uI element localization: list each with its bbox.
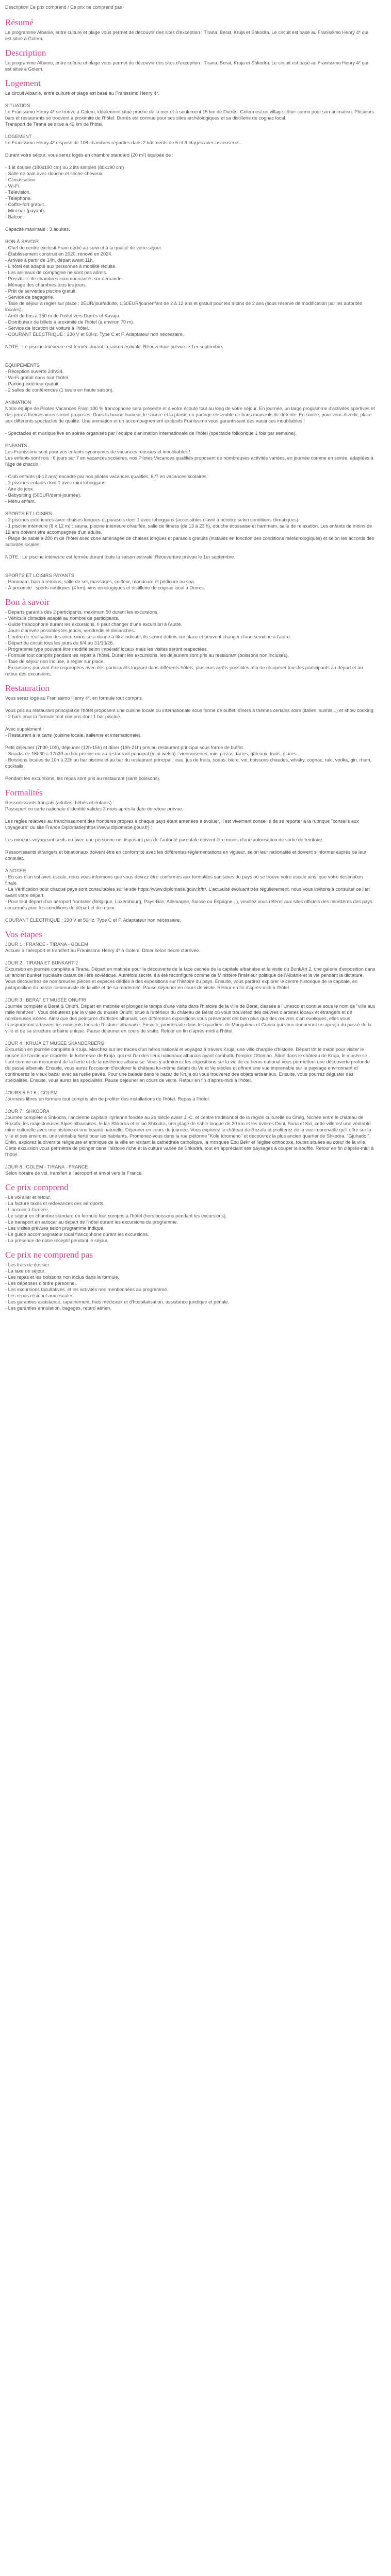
text-line [5, 393, 376, 399]
text-line [5, 1158, 376, 1164]
text-line: BON À SAVOIR [5, 239, 39, 244]
text-line: Journées libres en formule tout compris afin de profiter des installations de l'hôtel. Repas à l'hôtel. [5, 1096, 210, 1101]
text-line: - Établissement construit en 2020, rénové en 2024. [5, 251, 112, 257]
text-line: - Arrivée à partir de 14h, départ avant 11h. [5, 258, 94, 263]
text-line: - Le guide accompagnateur local francophone durant les excursions. [5, 1232, 149, 1237]
bonasavoir-title: Bon à savoir [5, 597, 50, 607]
text-line: - Réception ouverte 24h/24. [5, 369, 64, 374]
text-line: Ressortissants français (adultes, bébés et enfants) : [5, 800, 115, 805]
text-line: A NOTER [5, 868, 26, 873]
text-line: ENFANTS [5, 443, 27, 448]
text-line: - Le transport en autocar au départ de l'hôtel durant les excursions du programme. [5, 1219, 178, 1225]
text-line [5, 954, 376, 960]
text-line: - Les repas et les boissons non inclus dans la formule. [5, 1275, 120, 1280]
formalites-body [5, 800, 376, 923]
text-line: - Guide francophone durant les excursions. Il peut changer d'une excursion à l'autre. [5, 622, 183, 627]
text-line: - Départs garantis dès 2 participants, maximum 50 durant les excursions. [5, 609, 159, 615]
breadcrumb[interactable] [5, 4, 376, 10]
text-line: - La facturé taxes et redevances des aéroports. [5, 1201, 105, 1206]
text-line: - Excursions pouvant être regroupées avec des participants logeant dans différents hôtels, plusieurs arrêts possibles afin de récupérer tous les participants au départ et au retour des excursions. [5, 665, 364, 676]
vosetapes-title: Vos étapes [5, 929, 42, 939]
text-line: - L'hôtel est adapté aux personnes à mobilité réduite. [5, 264, 117, 269]
text-line: - L'ordre de réalisation des excursions sera donné à titre indicatif, ils seront définis sur place et peuvent changer d'une semaine à l'autre. [5, 634, 291, 639]
text-line [5, 146, 376, 152]
page [0, 0, 381, 1321]
text-line: NOTE : Le piscine intérieure est fermée durant la saison estivale. Réouverture prévue le 1er septembre. [5, 344, 223, 349]
text-line: Le circuit Albanie, entre culture et plage est basé au Franissimo Henry 4*. [5, 91, 160, 96]
restauration-title: Restauration [5, 683, 50, 693]
text-line: - La présence de notre réceptif pendant le séjour. [5, 1238, 109, 1243]
text-line: SITUATION [5, 103, 30, 108]
text-line [5, 1034, 376, 1040]
breadcrumb-links[interactable]: Description Ce prix comprend / Ce prix ne comprend pas [5, 5, 122, 10]
text-line [5, 738, 376, 744]
vosetapes-body [5, 941, 376, 1176]
text-line: Pendant les excursions, les repas sont pris au restaurant (sans boissons). [5, 776, 160, 781]
text-line: Selon horaire de vol, transfert à l'aéroport et envol vers la France. [5, 1171, 143, 1176]
description-title: Description [5, 48, 46, 58]
text-line: Les enfants sont rois : 6 jours sur 7 en vacances scolaires, nos Pilotes Vacances qualifiés proposent de nombreuses activités variées, en journée comme en soirée, adaptées à l'âge de chacun. [5, 455, 375, 467]
text-line: - Babysitting (50EUR/demi-journée). [5, 493, 82, 498]
text-line: - Club enfants (4-12 ans) encadré par nos pilotes vacances qualifiés, 6j/7 en vacances scolaires. [5, 474, 208, 479]
text-line: - Taxe de séjour non incluse, à régler sur place. [5, 659, 105, 664]
text-line: - Hammam, bain à remous, salle de sel, massages, coiffeur, manucure et pédicure au spa. [5, 579, 196, 584]
neprix-body [5, 1262, 376, 1311]
text-line [5, 504, 376, 511]
text-line: Excursion en journée complète à Kruja. Marchez sur les traces d'un héros national et voyagez à travers Kruja, une ville chargée d'histoire. Départ tôt le matin pour visiter le musée de l'ancienne citadelle, la forteresse de Kruja, qui est l'un des lieux nationaux albanais ayant combattu l'empire Ottoman. Situé dans le château de Kruja, le musée se tient comme un monument de la fierté et de la résilience albanaise. Vous y admirerez les expositions sur la vie de ce héros national vous permettent une découverte profonde du passé albanais. Ensuite, vous aurez l'occasion d'explorer le château lui-même datant du Ve et Ve siècles et offrant une vue imprenable sur le paysage environnant et continuerez le vieux bazar avec sa ruelle pavée. Pour une balade dans le bazar de Kruja où vous trouverez des objets artisanaux, Ensuite, vous pourrez déguster des spécialités. Ensuite, vous aurez les spécialités. Pause déjeuner en cours de visite. Retour en fin d'après-midi à l'hôtel. [5, 1047, 371, 1083]
text-line: - Parking extérieur gratuit. [5, 381, 60, 386]
text-line [5, 350, 376, 356]
text-line [5, 220, 376, 226]
text-line: - 1 lit double (180x190 cm) ou 2 lits simples (80x190 cm) [5, 165, 124, 170]
text-line [5, 337, 376, 344]
text-line [5, 356, 376, 362]
text-line [5, 424, 376, 430]
text-line: - Snacks de 16h30 à 17h30 au bar piscine ou au restaurant principal (mini-welsh) : viennoiseries, mini pizzas, tartes, gâteaux, fruits, glaces... [5, 751, 301, 756]
text-line: Les Franissimo sont pour vos enfants synonymes de vacances réussies et inoubliables ! [5, 449, 191, 454]
resume-text: Le programme Albanie, entre culture et plage vous permet de découvrir des sites d'exception : Tirana, Berat, Kruja et Shkodra. Le circuit est basé au Franissimo Henry 4* qui est situé à Golem. [5, 30, 368, 41]
text-line [5, 560, 376, 566]
text-line: JOUR 3 : BERAT ET MUSÉE ONUFRI [5, 997, 87, 1003]
text-line: - Balcon. [5, 214, 24, 219]
text-line: Journée complète à Shkodra, l'ancienne capitale illyrienne fondée au 3e siècle avant J.-C. et centre traditionnel de la région culturelle du Ghég. Nichée entre le château de Rozafa, les majestueuses Alpes albanaises, le lac Shkodra et le lac Shkodra, une plage de sable longue de 20 km et les rivières Drini, Buna et Kiri, cette ville est une véritable mine culturelle avec une histoire et une beauté naturelle. Déjeuner en cours de journée. Vous explorez le château de Rozafa et profiterez de la vue imprenable qu'il offre sur la ville et ses environs, une véritable fierté pour les habitants. Promenez-vous dans la rue piétonne "Kole Idromeno" et découvrez la plus ancien quartier de Shkodra, "Gjuhadol". Enfin, explorez la diversité religieuse et ethnique de la ville en visitant la cathédrale catholique, la mosquée Ebu Bekr et l'église orthodoxe, toutes situées au cœur de la ville. Cette excursion vous permettra de plonger dans l'histoire riche et la culture variée de Shkodra, tout en appréciant ses paysages à couper le souffle. Retour en fin d'après-midi à l'hôtel. [5, 1115, 375, 1157]
text-line: - La Vérification pour chaque pays sont consultables sur le site https://www.diplomatie.gouv.fr/fr/. L'actualité évoluant très régulièrement, nous vous invitons à consulter ce lien avant votre départ. [5, 887, 371, 898]
text-line: - Télévision. [5, 190, 31, 195]
text-line: - Mini-bar (payant). [5, 208, 45, 213]
text-line: ANIMATION [5, 400, 31, 405]
text-line [5, 720, 376, 726]
text-line: - Jours d'arrivée possibles les jeudis, vendredis et dimanches. [5, 628, 135, 633]
text-line: - Salle de bain avec douche et sèche-cheveux. [5, 171, 104, 176]
restauration-body [5, 695, 376, 782]
text-line: - Service de location de voiture à l'hôtel. [5, 326, 89, 331]
text-line [5, 1102, 376, 1108]
text-line: Passeport ou carte nationale d'identité valides 3 mois après la date de retour prévue. [5, 806, 183, 811]
text-line: Vous pris au restaurant principal de l'hôtel proposent une cuisine locale ou internationale sous forme de buffet, dîners à thèmes certains soirs (italien, sushis...) et show cooking. [5, 708, 375, 713]
text-line: JOURS 5 ET 6 : GOLEM [5, 1090, 58, 1095]
text-line: - En cas d'un vol avec escale, nous vous informons que vous devrez être conformes aux formalités sanitaires du pays où se trouve votre escale ainsi que votre destination finale. [5, 874, 364, 886]
text-line: Capacité maximale : 3 adultes. [5, 227, 70, 232]
text-line: JOUR 7 : SHKODRA [5, 1109, 50, 1114]
text-line: - Arrêt de bus à 150 m de l'hôtel vers Durrës et Kavaja. [5, 313, 121, 318]
text-line: - COURANT ÉLECTRIQUE : 230 V et 50Hz. Type C et F. Adaptateur non nécessaire. [5, 332, 184, 337]
text-line: JOUR 1 : FRANCE - TIRANA - GOLEM [5, 942, 88, 947]
text-line: Le Franissimo Henry 4* dispose de 108 chambres réparties dans 2 bâtiments de 5 et 6 étages avec ascenseurs. [5, 140, 241, 145]
text-line: - Programme type pouvant être modifié selon impératif locaux mais les visites seront respectées. [5, 647, 208, 652]
text-line: Les règles relatives au franchissement des frontières propres à chaque pays étant amenées à évoluer, il est vivement conseillé de se reporter à la rubrique "conseils aux voyageurs" du site France Diplomatie(https://www.diplomatie.gouv.fr) : [5, 819, 361, 830]
text-line [5, 769, 376, 775]
text-line: Journée complète à Berat & Onufri. Départ en matinée et plongez le temps d'une visite dans l'histoire de la ville de Berat, classée à l'Unesco et connue sous le nom de "ville aux mille fenêtres". Vous débuterez par la visite du musée Onufri, situé à l'intérieur du château de Berat où vous trouverez des œuvres d'artistes locaux et étrangers et de nombreuses icônes. Ainsi que des peintures d'artistes albanais. Les différentes expositions vous présentent ont bien plus que des œuvres d'art exotiques, elles vous transporteront à travers les moments forts de l'histoire albanaise. Ensuite, promenade dans les quartiers de Mangalemi et Gorica qui vous donneront un aperçu du passé de la ville et de sa structure urbaine unique. Pause déjeuner en cours de visite. Retour en fin d'après-midi à l'hôtel. [5, 1004, 377, 1033]
text-line: - Possibilité de chambres communicantes sur demande. [5, 276, 123, 281]
text-line: - 2 piscines enfants dont 1 avec mini toboggans. [5, 480, 107, 485]
text-line [5, 861, 376, 868]
text-line: Ressortissants étrangers et binationaux doivent être en conformité avec les différentes réglementations en vigueur, selon leur nationalité et doivent s'informer auprès de leur consulat. [5, 850, 368, 861]
text-line: LOGEMENT [5, 134, 32, 139]
text-line: - 2 salles de conférences (1 seule en haute saison). [5, 387, 114, 393]
text-line: - Distributeur de billets à proximité de l'hôtel (à environ 70 m). [5, 319, 134, 325]
text-line: - Plage de sable à 280 m de l'hôtel avec zone aménagée de chaises longues et parasols gratuits (installés en fonction des conditions météorologiques) et selon les accords des autorités locales. [5, 536, 376, 547]
text-line [5, 158, 376, 164]
text-line: - Les excursions facultatives, et les activités non mentionnées au programme. [5, 1287, 169, 1292]
text-line [5, 566, 376, 572]
text-line: - Les garanties annulation, bagages, retard aérien. [5, 1306, 111, 1311]
text-line: - Formule tout compris pendant les repas à l'hôtel. Durant les excursions, les déjeuners sont pris au restaurant (boissons non incluses). [5, 653, 289, 658]
text-line: Durant votre séjour, vous serez logés en chambre standard (20 m²) équipée de : [5, 152, 174, 158]
description-text: Le programme Albanie, entre culture et plage vous permet de découvrir des sites d'exception : Tirana, Berat, Kruja et Shkodra. Le circuit est basé au Franissimo Henry 4* qui est situé à Golem. [5, 60, 368, 72]
text-line: - Départ du circuit tous les jours du 6/4 au 31/10/26. [5, 640, 114, 646]
text-line: - Taxe de séjour à régler sur place : 2EUR/jour/adulte, 1,50EUR/jour/enfant de 2 à 12 ans et gratuit pour les moins de 2 ans (sous réserve de modification par les autorités locales). [5, 301, 364, 312]
text-line: - 2 piscines extérieures avec chaises longues et parasols dont 1 avec toboggans (accessibles d'avril à octobre selon conditions climatiques). [5, 517, 300, 522]
text-line: - Les frais de dossier. [5, 1262, 51, 1267]
text-line: - Restaurant à la carte (cuisine locale, italienne et internationale). [5, 733, 142, 738]
text-line [5, 701, 376, 707]
text-line: - Le séjour en chambre standard en formule tout compris à l'hôtel (hors boissons pendant les excursions). [5, 1213, 227, 1218]
text-line [5, 548, 376, 554]
text-line [5, 831, 376, 837]
logement-body [5, 90, 376, 591]
text-line: - À proximité : sports nautiques (4 km), vins œnologiques et distillerie de cognac local à Durres. [5, 585, 205, 590]
text-line: Les mineurs voyageant seuls ou avec une personne ne disposant pas de l'autorité parentale doivent être munis d'une autorisation de sortie de territoire. [5, 837, 323, 842]
text-line: - Les garanties assistance, rapatriement, frais médicaux et d'hospitalisation, assistance juridique et pénale. [5, 1299, 230, 1304]
text-line: - L'accueil à l'arrivée. [5, 1207, 50, 1212]
bonasavoir-body [5, 609, 376, 677]
text-line: - Ménage des chambres tous les jours. [5, 282, 87, 287]
text-line: - Wi-Fi gratuit dans tout l'hôtel. [5, 375, 70, 380]
resume-title: Résumé [5, 18, 34, 27]
text-line: Le Franissimo Henry 4* se trouve à Golem, idéalement situé proche de la mer et à seulement 15 km de Durrës. Golem est un village côtier connu pour son animation. Plusieurs bars et restaurants se trouvent à proximité de l'hôtel. Durrës est connue pour ses sites archéologiques et sa distillerie de cognac local. [5, 109, 376, 121]
text-line: - Les animaux de compagnie ne sont pas admis. [5, 270, 107, 275]
text-line: - Prêt de serviettes piscine gratuit. [5, 289, 77, 294]
text-line: ÉQUIPEMENTS [5, 363, 40, 368]
text-line: - Aire de jeux. [5, 486, 35, 492]
text-line: - 1 piscine intérieure (8 x 12 m) : sauna, piscine intérieure chauffée, salle de fitness (de 13 à 23 h), douche écossaise et hammam, salle de relaxation. Les enfants de moins de 12 ans doivent être accompagnés d'un adulte. [5, 523, 373, 535]
text-line: - Pour tout départ d'un aéroport frontalier (Belgique, Luxembourg, Pays-Bas, Allemagne, Suisse ou Espagne...), veuillez vous référer aux sites officiels des ministères des pays concernés pour les conditions de départ et de retour. [5, 899, 373, 910]
text-line: Excursion en journée complète à Tirana. Départ en matinée pour la découverte de la face cachée de la capitale albanaise et la visite du BunkArt 2, une galerie d'exposition dans un ancien bunker nucléaire datant de l'ère soviétique. Autrefois secret, il a été reconfiguré comme de Ministère l'intérieur politique de l'Albanie et la vie pendant la dictature. Vous découvrirez de nombreuses pièces et espaces dédiés à des expositions sur l'histoire du pays. Ensuite, vous partirez explorer le centre historique de la capitale, en juxtaposition du passé communiste de la ville et de sa modernité. Pause déjeuner en cours de visite. Retour en fin d'après-midi à l'hôtel. [5, 967, 377, 990]
ceprix-title: Ce prix comprend [5, 1182, 69, 1192]
text-line: JOUR 8 : GOLEM - TIRANA - FRANCE [5, 1164, 88, 1170]
text-line: - Les dépenses d'ordre personnel. [5, 1281, 77, 1286]
text-line [5, 911, 376, 917]
text-line: - Chef de centre exclusif Fram dédié au suivi et à la qualité de votre séjour. [5, 245, 162, 250]
text-line: NOTE : Le piscine intérieure est fermée durant toute la saison estivale. Réouverture prévue le 1er septembre. [5, 554, 235, 560]
text-line: SPORTS ET LOISIRS PAYANTS [5, 573, 74, 578]
text-line: Petit déjeuner (7h30-10h), déjeuner (12h-15h) et dîner (19h-21h) pris au restaurant principal sous forme de buffet. [5, 745, 245, 750]
logement-title: Logement [5, 78, 41, 88]
text-line: - Boissons locales de 10h à 22h au bar piscine et au bar du restaurant principal : eau, jus de fruits, sodas, bière, vin, boissons chaudes, whisky, cognac, raki, vodka, gin, rhum, cocktails. [5, 757, 373, 769]
text-line: - Téléphone. [5, 196, 32, 201]
text-line: Avec supplément : [5, 726, 44, 732]
ceprix-body [5, 1194, 376, 1244]
text-line: - Les visites prévues selon programme indiqué. [5, 1226, 105, 1231]
text-line [5, 232, 376, 239]
text-line [5, 467, 376, 473]
text-line [5, 436, 376, 443]
text-line [5, 1083, 376, 1090]
text-line [5, 812, 376, 818]
text-line: - Menu enfant. [5, 499, 36, 504]
text-line [5, 96, 376, 103]
text-line: - Climatisation. [5, 177, 37, 182]
text-line: COURANT ÉLECTRIQUE : 230 V et 50Hz. Type C et F. Adaptateur non nécessaire. [5, 918, 181, 923]
neprix-title: Ce prix ne comprend pas [5, 1250, 93, 1260]
text-line: SPORTS ET LOISIRS [5, 511, 52, 516]
text-line: - Spectacles et musique live en soirée organisés par l'équipe d'animation internationale de l'hôtel (spectacle folklorique 1 fois par semaine). [5, 431, 297, 436]
text-line [5, 127, 376, 133]
text-line: Vous serez logé au Franissimo Henry 4*, en formule tout compris. [5, 696, 143, 701]
text-line: - La taxe de séjour. [5, 1268, 46, 1274]
text-line: - Le vol aller et retour. [5, 1195, 51, 1200]
text-line: JOUR 2 : TIRANA ET BUNKART 2 [5, 960, 78, 965]
text-line [5, 991, 376, 997]
text-line: - Service de bagagerie. [5, 295, 54, 300]
text-line: Notre équipe de Pilotes Vacances Fram 100 % francophone sera présente et à votre écoute tout au long de votre séjour. En journée, un large programme d'activités sportives et des jeux à thèmes vous seront proposés. Dans la bonne humeur, le sourire et la plaisir, en partage ensemble de bons moments de détente. En soirée, pour vous divertir, place aux différents spectacles de qualité. Une animation et un accompagnement exclusifs Franissimo vous garantissant des vacances inoubliables ! [5, 406, 377, 423]
text-line: - 2 bars pour la formule tout compris dont 1 bar piscine. [5, 714, 122, 719]
text-line: - Coffre-fort gratuit. [5, 202, 45, 207]
text-line: Accueil à l'aéroport et transfert au Franissimo Henry 4* à Golem. Dîner selon heure d'arrivée. [5, 948, 201, 953]
text-line: JOUR 4 : KRUJA ET MUSÉE SKANDERBERG [5, 1041, 105, 1046]
text-line: - Wi-Fi. [5, 183, 21, 189]
text-line: - Les repas résidant aux escales. [5, 1293, 75, 1298]
text-line: - Véhicule climatisé adapté au nombre de participants. [5, 616, 120, 621]
formalites-title: Formalités [5, 788, 43, 798]
text-line [5, 843, 376, 849]
text-line: Transport de Tirana se situe à 42 km de l'hôtel. [5, 122, 104, 127]
